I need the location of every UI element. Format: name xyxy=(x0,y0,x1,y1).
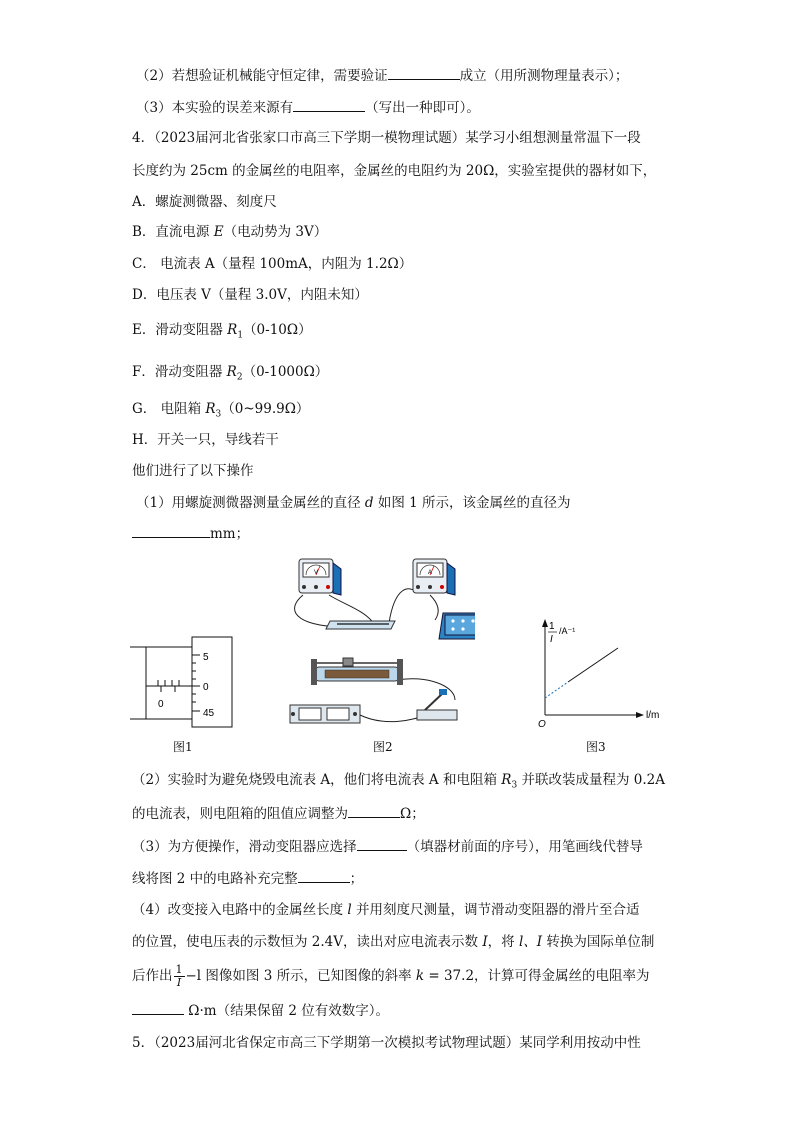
step2-line2-pre: 的电流表，则电阻箱的阻值应调整为 xyxy=(132,806,348,822)
step4-line2-vars: l、I xyxy=(518,934,543,950)
item-g-var: R xyxy=(205,401,216,417)
problem4-line1: 4．（2023届河北省张家口市高三下学期一模物理试题）某学习小组想测量常温下一段 xyxy=(132,130,641,146)
micrometer-tick-45: 45 xyxy=(203,708,215,719)
problem5-line1: 5．（2023届河北省保定市高三下学期第一次模拟考试物理试题）某同学利用按动中性 xyxy=(132,1035,641,1051)
step1-unit: mm； xyxy=(210,526,250,542)
item-e xyxy=(132,320,312,346)
micrometer-sleeve xyxy=(146,647,196,719)
step4-text-pre: （4）改变接入电路中的金属丝长度 xyxy=(132,902,344,918)
item-g-sub: 3 xyxy=(215,409,222,420)
micrometer-tick-0-sleeve: 0 xyxy=(158,699,164,710)
voltmeter-label: V xyxy=(314,570,319,576)
power-supply xyxy=(439,613,475,639)
graph-xlabel: l/m xyxy=(646,710,660,721)
step3-line2 xyxy=(132,868,363,889)
ammeter-label: A xyxy=(428,570,433,576)
item-e-sub: 1 xyxy=(237,330,244,341)
step2-text-pre: （2）实验时为避免烧毁电流表 A，他们将电流表 A 和电阻箱 xyxy=(132,772,497,788)
graph-extrapolation xyxy=(545,682,568,698)
metal-wire-board xyxy=(326,621,395,629)
step4-var-i: I xyxy=(482,934,488,950)
graph-origin: O xyxy=(538,719,546,730)
q3-text-post: （写出一种即可）。 xyxy=(365,100,480,116)
item-f xyxy=(132,362,328,388)
step4-var-l: l xyxy=(347,902,352,918)
step4-line2-pre: 的位置，使电压表的示数恒为 2.4V，读出对应电流表示数 xyxy=(132,934,479,950)
micrometer-tick-0-thimble: 0 xyxy=(203,682,209,693)
step4-fraction xyxy=(174,964,185,989)
step1-var: d xyxy=(364,495,374,511)
step4-var-k: k xyxy=(415,968,425,984)
item-f-label: F．滑动变阻器 xyxy=(132,364,223,380)
fraction-denominator: I xyxy=(176,976,182,989)
voltmeter xyxy=(299,559,341,595)
step4-line3 xyxy=(132,964,650,989)
item-f-sub: 2 xyxy=(236,372,243,383)
rheostat xyxy=(311,658,403,685)
item-e-var: R xyxy=(227,322,238,338)
step3-answer-blank-1[interactable] xyxy=(357,836,407,851)
step4-line3-pre: 后作出 xyxy=(132,968,173,984)
item-f-var: R xyxy=(226,364,237,380)
item-f-spec: （0-1000Ω） xyxy=(242,364,329,380)
step2-line1 xyxy=(132,770,665,796)
step3-answer-blank-2[interactable] xyxy=(298,868,350,883)
step1-answer-blank[interactable] xyxy=(132,523,210,538)
ammeter xyxy=(413,559,455,595)
step2-answer-blank[interactable] xyxy=(348,803,400,818)
q3-text-pre: （3）本实验的误差来源有 xyxy=(136,100,294,116)
q3-line xyxy=(136,97,480,118)
step4-text-post: 并用刻度尺测量，调节滑动变阻器的滑片至合适 xyxy=(356,902,640,918)
graph-ylabel-den: I xyxy=(550,634,553,645)
wire-6 xyxy=(360,715,425,722)
item-g-spec: （0~99.9Ω） xyxy=(221,401,310,417)
switch xyxy=(417,689,457,720)
item-b-label: B．直流电源 xyxy=(132,224,210,240)
figure3-caption: 图3 xyxy=(586,740,606,754)
step4-answer-blank[interactable] xyxy=(132,1000,184,1015)
step4-line2 xyxy=(132,932,654,952)
figure2-circuit xyxy=(285,555,475,730)
step4-line1 xyxy=(132,900,640,920)
q2-text-pre: （2）若想验证机械能守恒定律，需要验证 xyxy=(136,68,388,84)
figure1-caption: 图1 xyxy=(173,740,193,754)
step3-text-post: （填器材前面的序号），用笔画线代替导 xyxy=(406,839,643,855)
item-g-label: G． 电阻箱 xyxy=(132,401,202,417)
step4-line3-mid: −l 图像如图 3 所示，已知图像的斜率 xyxy=(185,968,412,984)
resistance-box xyxy=(290,705,360,723)
step1-text-post: 如图 1 所示，该金属丝的直径为 xyxy=(377,495,571,511)
step3-text-pre: （3）为方便操作，滑动变阻器应选择 xyxy=(132,839,357,855)
item-d: D．电压表 V（量程 3.0V，内阻未知） xyxy=(132,287,368,303)
item-b xyxy=(132,222,327,242)
step3-line2-pre: 线将图 2 中的电路补充完整 xyxy=(132,871,298,887)
step2-unit: Ω； xyxy=(400,806,425,822)
step4-line3-post: = 37.2，计算可得金属丝的电阻率为 xyxy=(424,968,650,984)
step2-line2 xyxy=(132,803,425,824)
q2-answer-blank[interactable] xyxy=(388,65,460,80)
q2-text-post: 成立（用所测物理量表示）； xyxy=(459,68,629,84)
q2-line xyxy=(136,65,628,86)
item-h: H．开关一只，导线若干 xyxy=(132,432,279,448)
step4-line4-post: Ω·m（结果保留 2 位有效数字）。 xyxy=(188,1003,390,1019)
step1-answer-line xyxy=(132,523,249,544)
figure3-graph xyxy=(530,615,670,730)
figure1-micrometer xyxy=(130,635,240,730)
graph-ylabel-num: 1 xyxy=(549,621,555,632)
step1-text-pre: （1）用螺旋测微器测量金属丝的直径 xyxy=(136,495,361,511)
wire-4 xyxy=(430,595,438,620)
step2-sub: 3 xyxy=(511,780,518,791)
item-c: C． 电流表 A（量程 100mA，内阻为 1.2Ω） xyxy=(132,256,413,272)
item-g xyxy=(132,399,309,425)
item-b-spec: （电动势为 3V） xyxy=(223,224,328,240)
figure2-caption: 图2 xyxy=(373,740,393,754)
step4-line2-mid: ，将 xyxy=(487,934,515,950)
step3-line1 xyxy=(132,836,643,857)
step3-line2-post: ； xyxy=(349,871,364,887)
graph-data-line xyxy=(568,648,618,682)
item-e-label: E．滑动变阻器 xyxy=(132,322,223,338)
problem4-line2: 长度约为 25cm 的金属丝的电阻率，金属丝的电阻约为 20Ω，实验室提供的器材如下， xyxy=(132,163,657,179)
step2-text-post: 并联改装成量程为 0.2A xyxy=(521,772,665,788)
item-b-var: E xyxy=(213,224,224,240)
step4-line4 xyxy=(132,1000,389,1021)
q3-answer-blank[interactable] xyxy=(293,97,365,112)
graph-ylabel-unit: /A⁻¹ xyxy=(559,626,576,636)
operations-intro: 他们进行了以下操作 xyxy=(132,463,254,479)
wire-3 xyxy=(389,589,417,623)
item-a: A．螺旋测微器、刻度尺 xyxy=(132,194,277,210)
step2-var: R xyxy=(501,772,512,788)
step4-line2-post: 转换为国际单位制 xyxy=(546,934,655,950)
micrometer-tick-5: 5 xyxy=(203,652,209,663)
fraction-numerator: 1 xyxy=(175,963,183,976)
step1-line xyxy=(136,493,571,513)
item-e-spec: （0-10Ω） xyxy=(243,322,312,338)
